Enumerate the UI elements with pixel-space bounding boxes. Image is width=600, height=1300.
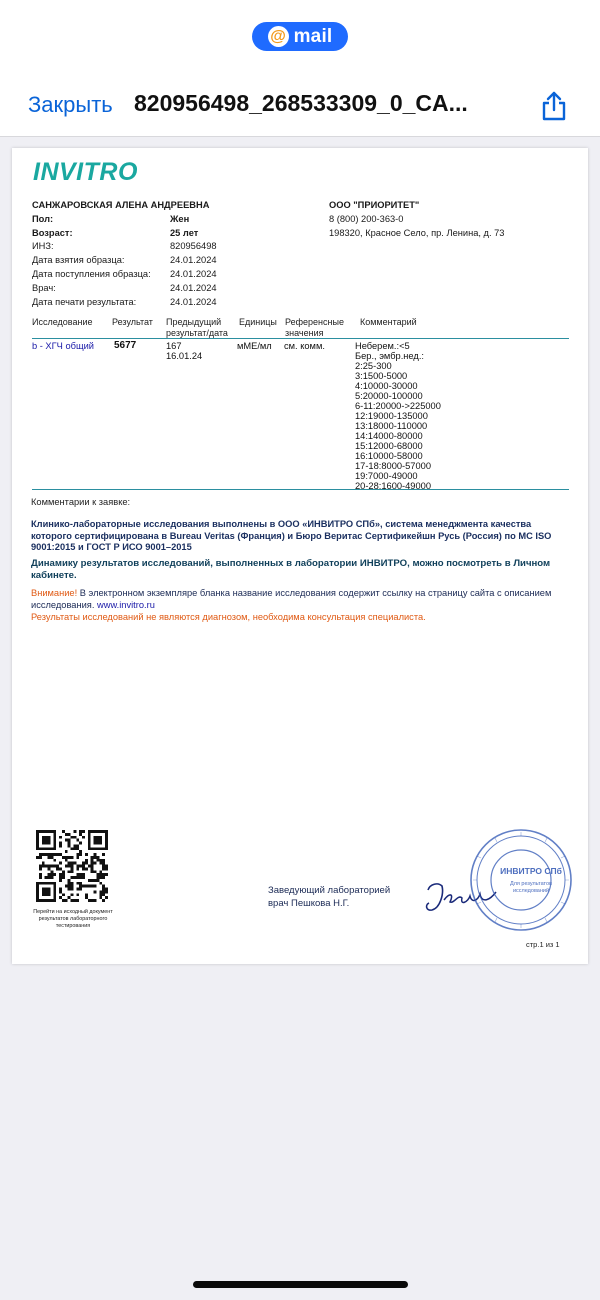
- qr-code-icon[interactable]: [36, 830, 108, 902]
- previous-date: 16.01.24: [166, 351, 203, 361]
- document-page: [12, 148, 588, 964]
- col-header-reference-line1: Референсные: [285, 317, 344, 327]
- info-label: Врач:: [32, 282, 56, 293]
- info-row-age: [32, 227, 322, 241]
- result-value: 5677: [114, 340, 137, 351]
- home-indicator[interactable]: [193, 1281, 408, 1288]
- warning-notice: [31, 588, 576, 611]
- head-of-lab-title: Заведующий лабораторией: [268, 885, 391, 896]
- info-value: 24.01.2024: [170, 282, 217, 293]
- col-header-previous-line1: Предыдущий: [166, 317, 222, 327]
- comment-line: 16:10000-58000: [355, 451, 423, 461]
- warning-text: В электронном экземпляре бланка название исследования содержит ссылку на страницу сайта с описанием исследования.: [31, 588, 552, 610]
- info-value: 25 лет: [170, 227, 199, 238]
- dynamics-text: Динамику результатов исследований, выполненных в лаборатории ИНВИТРО, можно посмотреть в Личном кабинете.: [31, 558, 551, 581]
- stamp-text: ИНВИТРО СПб: [500, 866, 562, 876]
- qr-caption: Перейти на исходный документ результатов лабораторного тестирования: [33, 909, 113, 929]
- info-row-sex: [32, 213, 322, 227]
- table-divider: [32, 489, 569, 490]
- comment-line: Бер., эмбр.нед.:: [355, 351, 424, 361]
- comment-list: [355, 341, 525, 489]
- patient-info: [32, 199, 322, 309]
- comment-line: 4:10000-30000: [355, 381, 418, 391]
- share-icon[interactable]: [538, 90, 570, 122]
- info-label: Дата поступления образца:: [32, 268, 151, 279]
- info-value: 24.01.2024: [170, 268, 217, 279]
- col-header-previous: [166, 317, 228, 338]
- units-value: мМЕ/мл: [237, 341, 272, 351]
- comment-line: 3:1500-5000: [355, 371, 408, 381]
- organization-info: [329, 199, 579, 240]
- info-value: 820956498: [170, 241, 217, 252]
- comment-line: 13:18000-110000: [355, 421, 428, 431]
- col-header-comment: Комментарий: [360, 317, 417, 327]
- mail-logo: [252, 22, 348, 51]
- comment-line: 2:25-300: [355, 361, 392, 371]
- info-row-doctor: [32, 282, 322, 296]
- col-header-test: Исследование: [32, 317, 93, 327]
- lab-certification-text: Клинико-лабораторные исследования выполнены в ООО «ИНВИТРО СПб», система менеджмента качества которого сертифицирована в Bureau Veritas (Франция) и Бюро Веритас Сертификейшн Русь (Россия) по МС ISO 9001:2015 и ГОСТ Р ИСО 9001–2015: [31, 519, 552, 553]
- info-label: ИНЗ:: [32, 241, 54, 252]
- page-number: стр.1 из 1: [526, 940, 560, 949]
- invitro-link[interactable]: www.invitro.ru: [97, 599, 155, 610]
- comment-line: 12:19000-135000: [355, 411, 428, 421]
- col-header-previous-line2: результат/дата: [166, 327, 228, 338]
- warning-label: Внимание!: [31, 588, 78, 598]
- previous-value: 167: [166, 341, 182, 351]
- previous-result: [166, 341, 202, 361]
- at-sign-icon: @: [268, 26, 289, 47]
- document-title: 820956498_268533309_0_CA...: [134, 90, 468, 116]
- col-header-reference: [285, 317, 344, 338]
- organization-name: ООО "ПРИОРИТЕТ": [329, 200, 420, 210]
- comments-label: Комментарии к заявке:: [31, 497, 131, 507]
- test-name-link[interactable]: b - ХГЧ общий: [32, 341, 94, 351]
- invitro-logo: INVITRO: [33, 158, 138, 186]
- stamp-inner-text: Для результатов исследований: [509, 881, 552, 894]
- organization-phone: 8 (800) 200-363-0: [329, 213, 404, 224]
- comment-line: 15:12000-68000: [355, 441, 423, 451]
- patient-name: САНЖАРОВСКАЯ АЛЕНА АНДРЕЕВНА: [32, 200, 210, 210]
- comment-line: 14:14000-80000: [355, 431, 423, 441]
- head-of-lab-name: врач Пешкова Н.Г.: [268, 898, 350, 909]
- info-row-print-date: [32, 296, 322, 310]
- head-of-lab: [268, 884, 428, 910]
- comment-line: Неберем.:<5: [355, 341, 410, 351]
- info-value: 24.01.2024: [170, 296, 217, 307]
- comment-line: 17-18:8000-57000: [355, 461, 431, 471]
- disclaimer-text: Результаты исследований не являются диагнозом, необходима консультация специалиста.: [31, 612, 426, 622]
- col-header-result: Результат: [112, 317, 153, 327]
- comment-line: 5:20000-100000: [355, 391, 423, 401]
- results-table-header: [32, 315, 569, 339]
- col-header-reference-line2: значения: [285, 327, 324, 338]
- reference-value: см. комм.: [284, 341, 325, 351]
- info-value: 24.01.2024: [170, 255, 217, 266]
- lab-stamp-icon: [467, 826, 575, 934]
- info-label: Дата взятия образца:: [32, 255, 125, 266]
- col-header-units: Единицы: [239, 317, 277, 327]
- info-value: Жен: [170, 213, 190, 224]
- close-button[interactable]: Закрыть: [28, 92, 113, 117]
- organization-address: 198320, Красное Село, пр. Ленина, д. 73: [329, 227, 505, 238]
- info-row-sample-taken: [32, 254, 322, 268]
- info-row-sample-received: [32, 268, 322, 282]
- info-label: Дата печати результата:: [32, 296, 137, 307]
- mail-brand-label: mail: [293, 25, 333, 47]
- comment-line: 19:7000-49000: [355, 471, 418, 481]
- comment-line: 20-28:1600-49000: [355, 481, 431, 489]
- info-label: Пол:: [32, 213, 54, 224]
- comment-line: 6-11:20000->225000: [355, 401, 441, 411]
- viewer-header: [0, 0, 600, 137]
- info-label: Возраст:: [32, 227, 73, 238]
- info-row-inz: [32, 240, 322, 254]
